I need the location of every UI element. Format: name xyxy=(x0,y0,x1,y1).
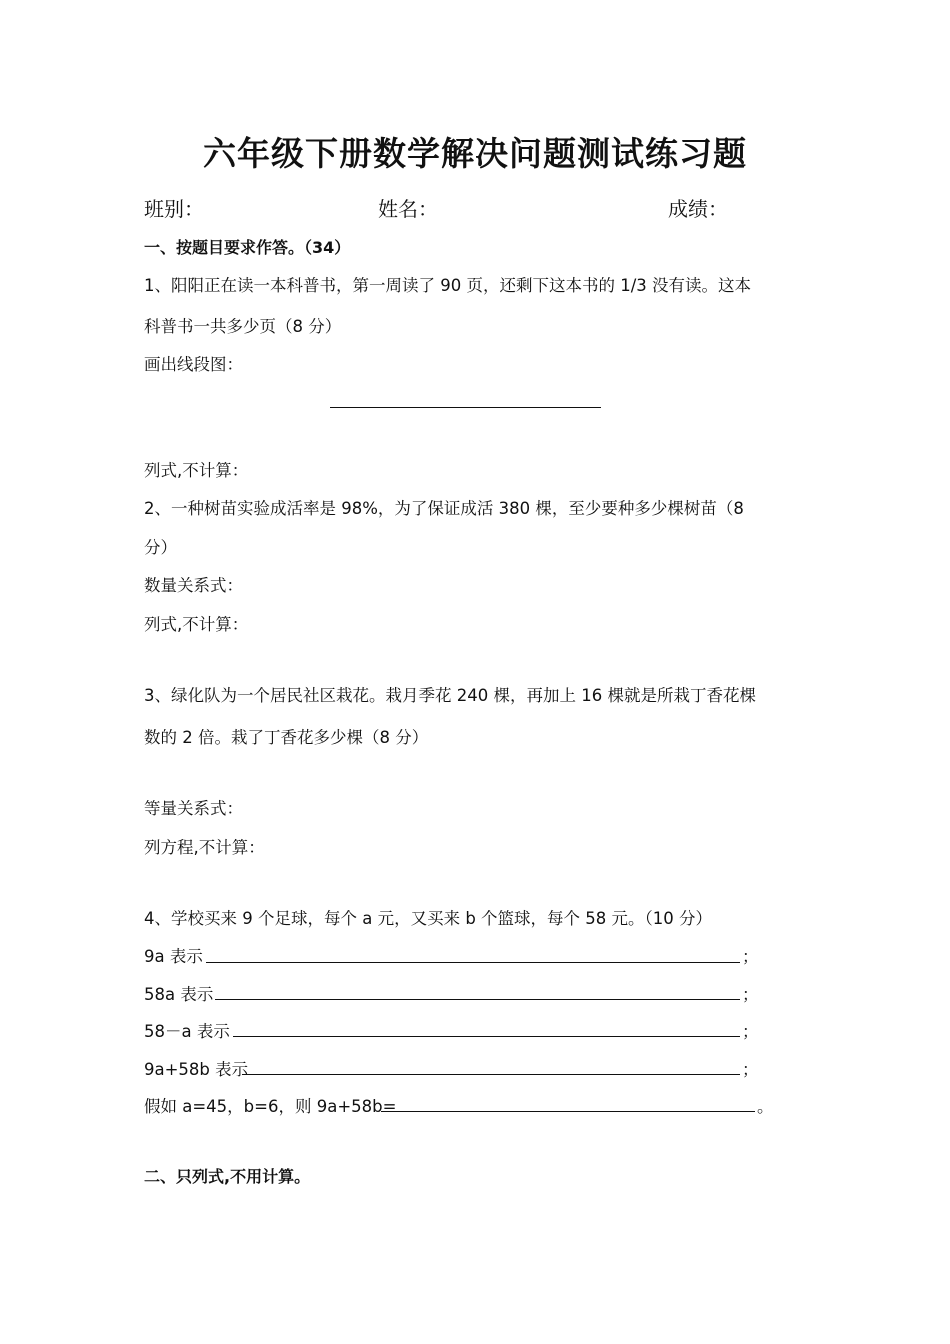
q3-line2: 数的 2 倍。栽了丁香花多少棵（8 分） xyxy=(144,728,429,747)
q4-item-label: 58－a 表示 xyxy=(144,1022,230,1041)
q4-item-label: 9a+58b 表示 xyxy=(144,1060,249,1079)
class-label: 班别： xyxy=(144,197,204,221)
q3-relation-prompt: 等量关系式： xyxy=(144,799,243,818)
segment-line xyxy=(330,407,601,408)
q4-last-prompt: 假如 a=45，b=6，则 9a+58b= xyxy=(144,1097,397,1116)
q2-line2: 分） xyxy=(144,538,177,557)
section1-heading: 一、按题目要求作答。（34） xyxy=(144,238,351,257)
answer-line[interactable] xyxy=(215,999,740,1000)
q1-line1: 1、阳阳正在读一本科普书，第一周读了 90 页，还剩下这本书的 1/3 没有读。这本 xyxy=(144,276,752,295)
q4-item-end: ； xyxy=(742,947,759,966)
score-label: 成绩： xyxy=(668,197,728,221)
q2-relation-prompt: 数量关系式： xyxy=(144,576,243,595)
q4-item-label: 9a 表示 xyxy=(144,947,203,966)
q4-item-end: ； xyxy=(742,1022,759,1041)
q1-line2: 科普书一共多少页（8 分） xyxy=(144,317,342,336)
answer-line[interactable] xyxy=(233,1036,740,1037)
q4-line1: 4、学校买来 9 个足球，每个 a 元，又买来 b 个篮球，每个 58 元。（10 分） xyxy=(144,909,713,928)
q4-last-end: 。 xyxy=(757,1097,774,1116)
name-label: 姓名： xyxy=(378,197,438,221)
answer-line[interactable] xyxy=(381,1111,755,1112)
q2-line1: 2、一种树苗实验成活率是 98%，为了保证成活 380 棵，至少要种多少棵树苗（8 xyxy=(144,499,744,518)
answer-line[interactable] xyxy=(206,962,740,963)
q4-item-label: 58a 表示 xyxy=(144,985,214,1004)
q2-formula-prompt: 列式,不计算： xyxy=(144,615,249,634)
q3-line1: 3、绿化队为一个居民社区栽花。栽月季花 240 棵，再加上 16 棵就是所栽丁香花棵 xyxy=(144,686,756,705)
q4-item-end: ； xyxy=(742,1060,759,1079)
q3-equation-prompt: 列方程,不计算： xyxy=(144,838,265,857)
section2-heading: 二、只列式,不用计算。 xyxy=(144,1167,311,1186)
q4-item-end: ； xyxy=(742,985,759,1004)
q1-draw-prompt: 画出线段图： xyxy=(144,355,243,374)
q1-formula-prompt: 列式,不计算： xyxy=(144,461,249,480)
page-title: 六年级下册数学解决问题测试练习题 xyxy=(203,134,747,173)
answer-line[interactable] xyxy=(242,1074,740,1075)
